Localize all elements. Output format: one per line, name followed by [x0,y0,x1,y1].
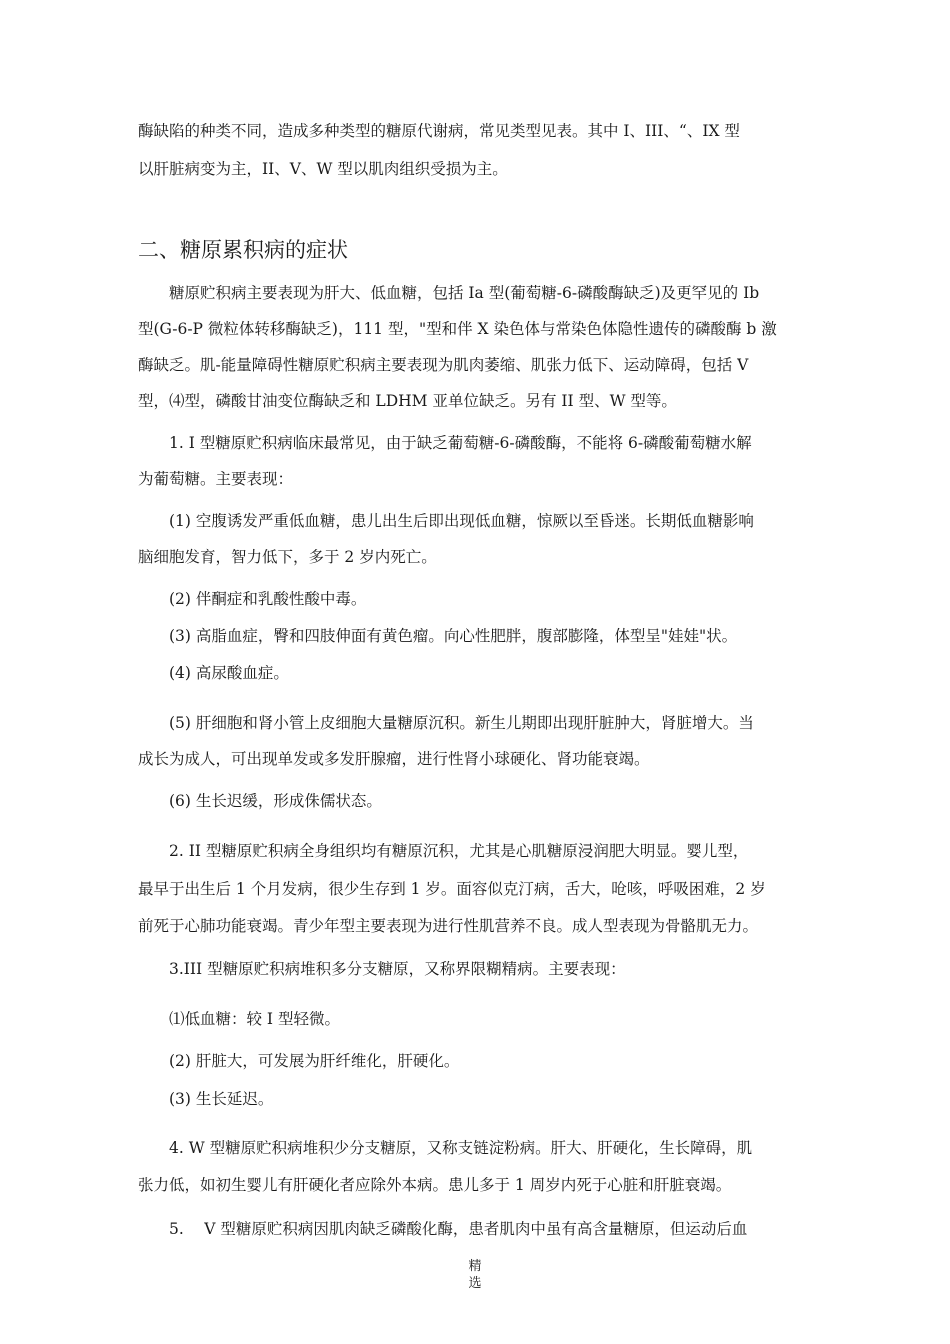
paragraph-line: 糖原贮积病主要表现为肝大、低血糖，包括 Ia 型(葡萄糖-6-磷酸酶缺乏)及更罕见的 Ib [138,284,760,302]
paragraph-line: (1) 空腹诱发严重低血糖，患儿出生后即出现低血糖，惊厥以至昏迷。长期低血糖影响 [138,512,754,530]
paragraph-line: ⑴低血糖：较 I 型轻微。 [138,1010,340,1028]
paragraph-line: 型(G-6-P 微粒体转移酶缺乏)，111 型，"型和伴 X 染色体与常染色体隐性遗传的磷酸酶 b 激 [138,320,777,338]
section-heading: 二、糖原累积病的症状 [138,238,348,262]
paragraph-line: 3.III 型糖原贮积病堆积多分支糖原，又称界限糊精病。主要表现： [138,960,626,978]
paragraph-line: 酶缺乏。肌-能量障碍性糖原贮积病主要表现为肌肉萎缩、肌张力低下、运动障碍，包括 V [138,356,749,374]
paragraph-line: 型，⑷型，磷酸甘油变位酶缺乏和 LDHM 亚单位缺乏。另有 II 型、W 型等。 [138,392,677,410]
paragraph-line: (5) 肝细胞和肾小管上皮细胞大量糖原沉积。新生儿期即出现肝脏肿大，肾脏增大。当 [138,714,754,732]
paragraph-line: 前死于心肺功能衰竭。青少年型主要表现为进行性肌营养不良。成人型表现为骨骼肌无力。 [138,917,759,935]
paragraph-line: (2) 伴酮症和乳酸性酸中毒。 [138,590,367,608]
footer-char: 选 [468,1276,482,1291]
paragraph-line: 脑细胞发育，智力低下，多于 2 岁内死亡。 [138,548,437,566]
paragraph-line: 成长为成人，可出现单发或多发肝腺瘤，进行性肾小球硬化、肾功能衰竭。 [138,750,650,768]
page-footer [465,1258,485,1292]
paragraph-line: 为葡萄糖。主要表现： [138,470,294,488]
paragraph-line: 5. V 型糖原贮积病因肌肉缺乏磷酸化酶，患者肌肉中虽有高含量糖原，但运动后血 [138,1220,748,1238]
paragraph-line: 4. W 型糖原贮积病堆积少分支糖原，又称支链淀粉病。肝大、肝硬化，生长障碍，肌 [138,1139,753,1157]
paragraph-line: (2) 肝脏大，可发展为肝纤维化，肝硬化。 [138,1052,460,1070]
paragraph-line: (3) 生长延迟。 [138,1090,274,1108]
paragraph-line: 张力低，如初生婴儿有肝硬化者应除外本病。患儿多于 1 周岁内死于心脏和肝脏衰竭。 [138,1176,732,1194]
paragraph-line: 最早于出生后 1 个月发病，很少生存到 1 岁。面容似克汀病，舌大，呛咳，呼吸困难，2 岁 [138,880,766,898]
paragraph-line: (3) 高脂血症，臀和四肢伸面有黄色瘤。向心性肥胖，腹部膨隆，体型呈"娃娃"状。 [138,627,738,645]
intro-line: 以肝脏病变为主，II、V、W 型以肌肉组织受损为主。 [138,160,508,178]
footer-char: 精 [468,1259,482,1274]
paragraph-line: (6) 生长迟缓，形成侏儒状态。 [138,792,382,810]
paragraph-line: 1. I 型糖原贮积病临床最常见，由于缺乏葡萄糖-6-磷酸酶，不能将 6-磷酸葡萄糖水解 [138,434,752,452]
intro-line: 酶缺陷的种类不同，造成多种类型的糖原代谢病，常见类型见表。其中 I、III、“、IX 型 [138,122,740,140]
paragraph-line: 2. II 型糖原贮积病全身组织均有糖原沉积，尤其是心肌糖原浸润肥大明显。婴儿型， [138,842,749,860]
paragraph-line: (4) 高尿酸血症。 [138,664,289,682]
